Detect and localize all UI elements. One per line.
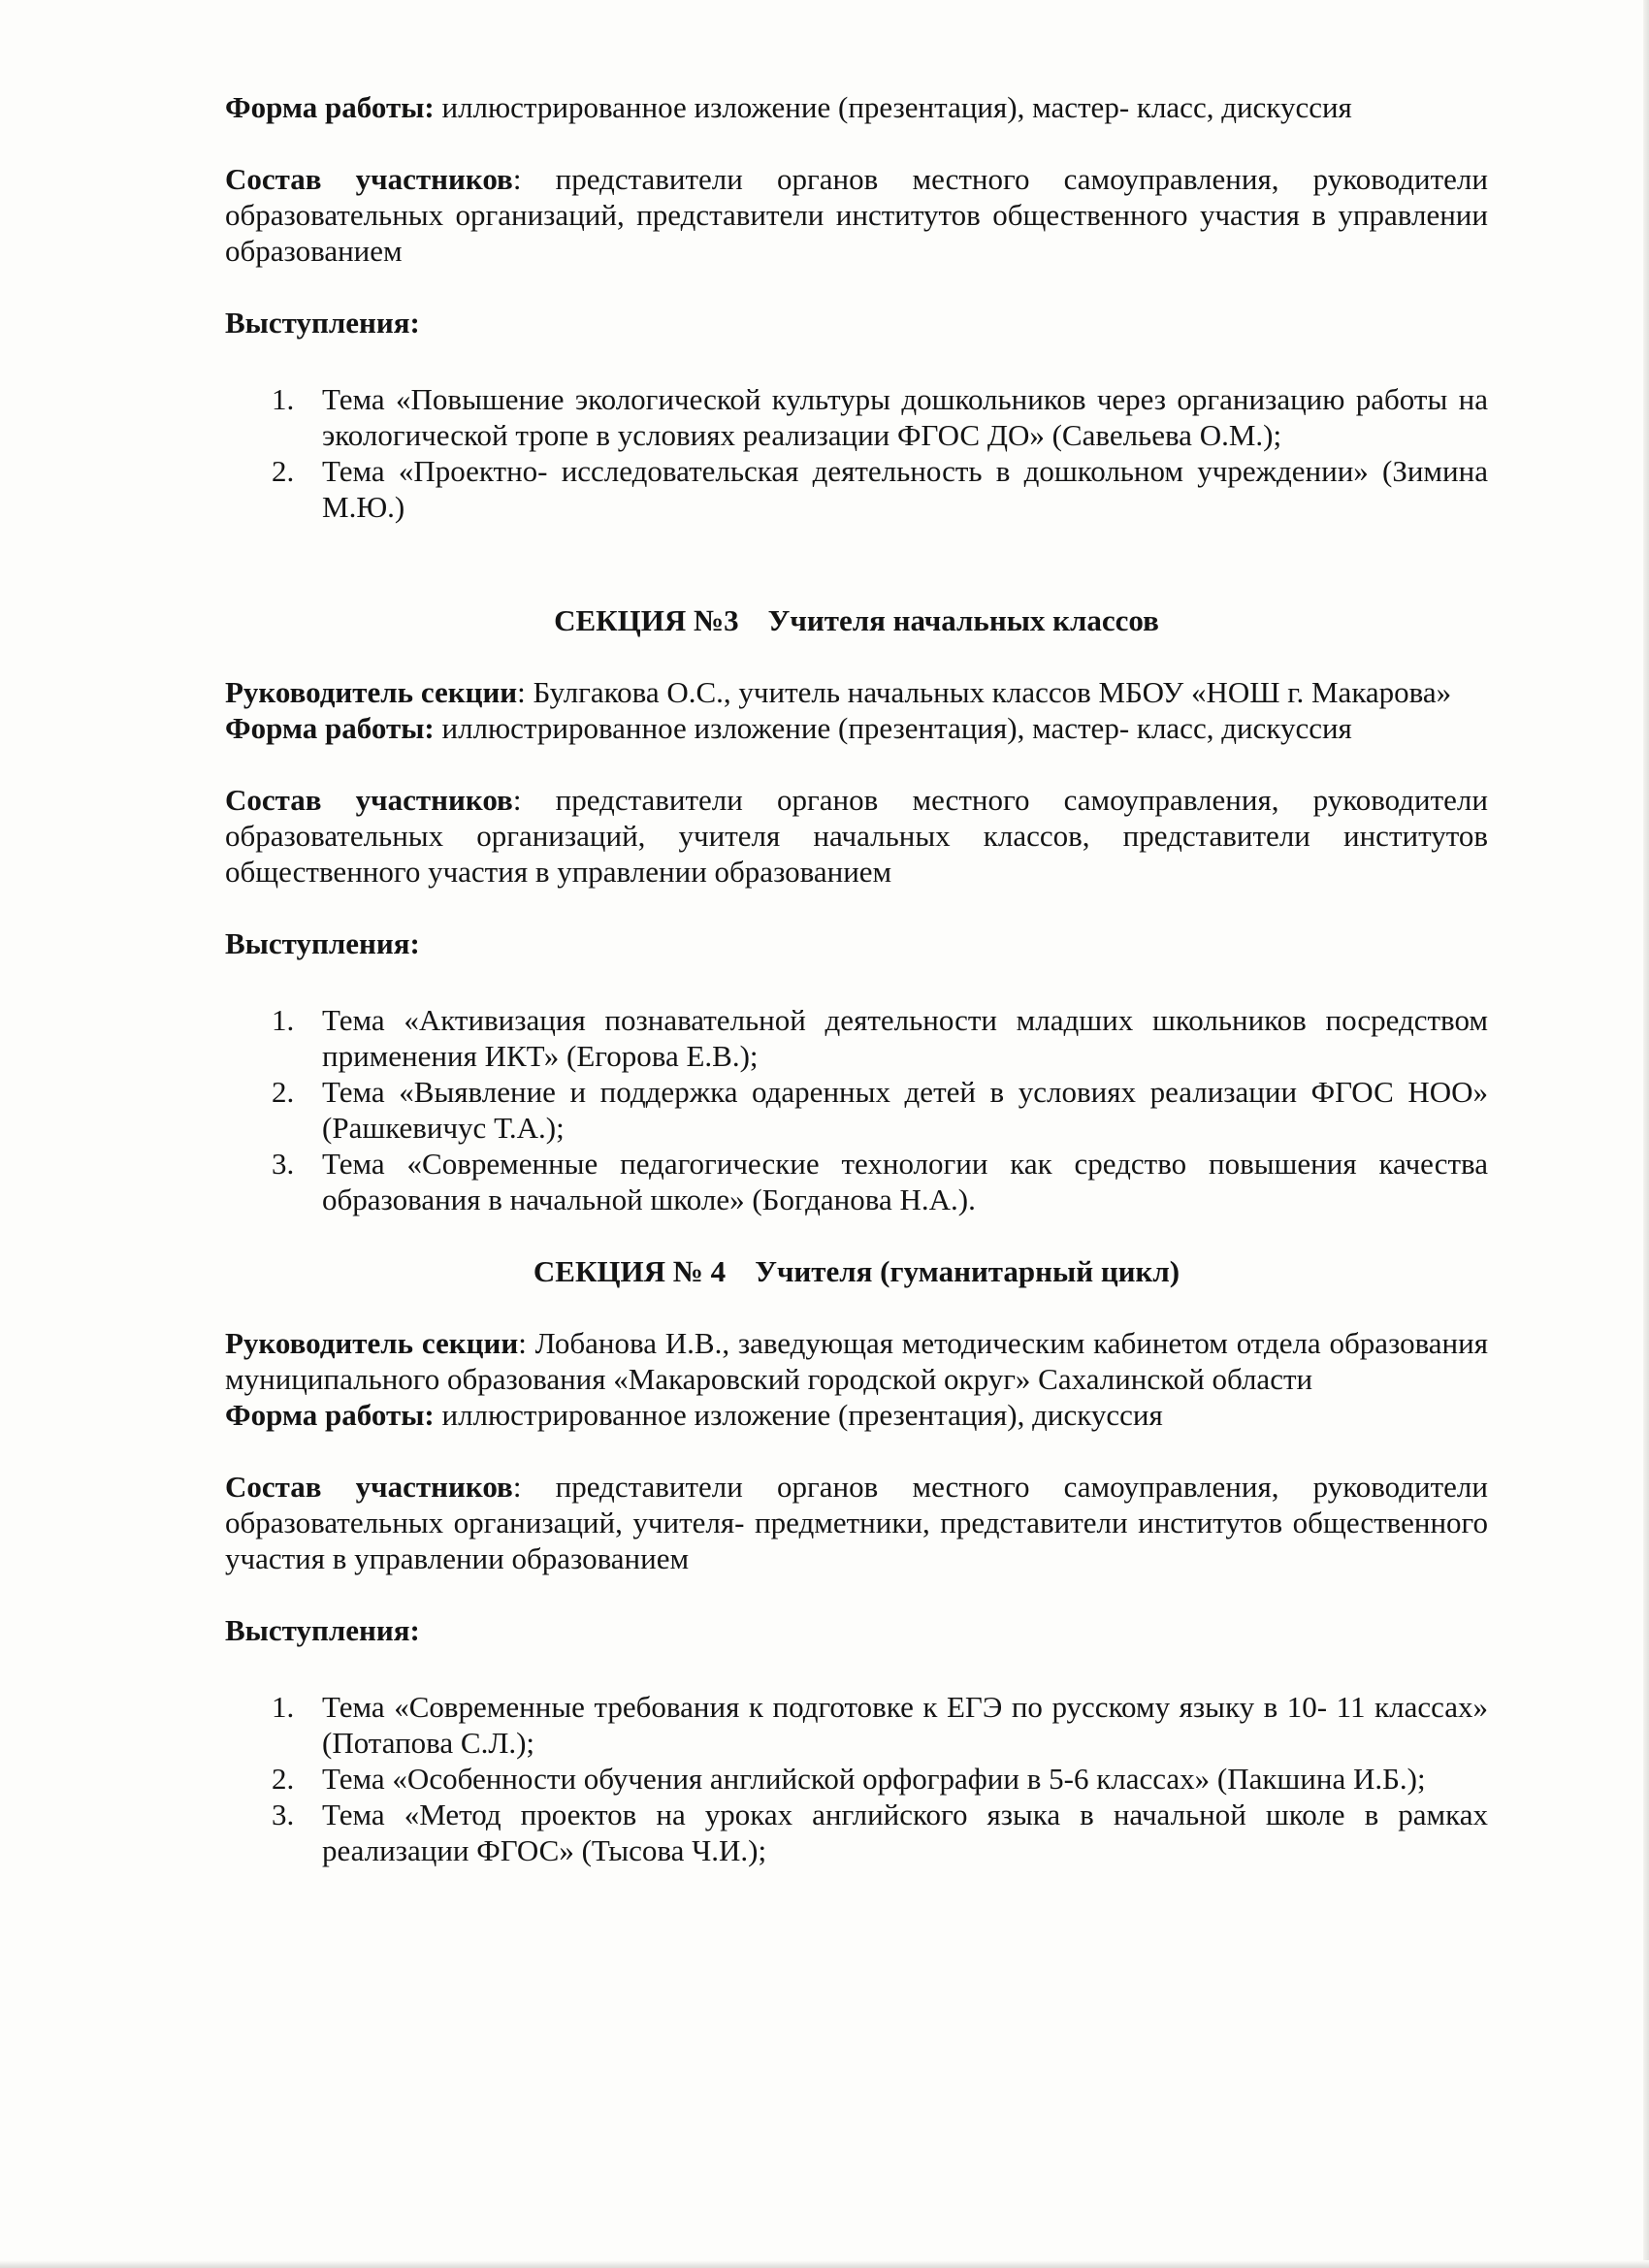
section4-members-paragraph	[225, 1469, 1488, 1576]
section3-members-paragraph	[225, 782, 1488, 890]
section4-number: СЕКЦИЯ № 4	[533, 1254, 727, 1288]
section4-head-label: Руководитель секции	[225, 1326, 519, 1360]
section3-members-text: : представители органов местного самоуправления, руководители образовательных организаций, учителя начальных классов, представители институтов общественного участия в управлении образованием	[225, 783, 1488, 889]
intro-form-paragraph	[225, 89, 1488, 125]
intro-talks-label: Выступления:	[225, 306, 420, 340]
list-item: 3. Тема «Современные педагогические технологии как средство повышения качества образования в начальной школе» (Богданова Н.А.).	[272, 1147, 1488, 1216]
section3-members-label: Состав участников	[225, 783, 513, 817]
section3-head-label: Руководитель секции	[225, 675, 518, 709]
list-item: 2. Тема «Выявление и поддержка одаренных детей в условиях реализации ФГОС НОО» (Рашкевичус Т.А.);	[272, 1075, 1488, 1145]
section4-head-text: : Лобанова И.В., заведующая методическим кабинетом отдела образования муниципального образования «Макаровский городской округ» Сахалинской области	[225, 1326, 1488, 1396]
section4-form-label: Форма работы:	[225, 1398, 435, 1432]
section3-form-paragraph	[225, 710, 1488, 746]
section3-talks-list	[225, 1002, 1488, 1217]
intro-members-label: Состав участников	[225, 162, 513, 196]
section4-heading	[225, 1253, 1488, 1289]
section4-form-text: иллюстрированное изложение (презентация), дискуссия	[434, 1398, 1163, 1432]
list-item: 2. Тема «Особенности обучения английской орфографии в 5-6 классах» (Пакшина И.Б.);	[272, 1762, 1426, 1796]
intro-talks-list	[225, 381, 1488, 525]
section3-head-paragraph	[225, 674, 1488, 710]
list-item: 1. Тема «Современные требования к подготовке к ЕГЭ по русскому языку в 10- 11 классах» (Потапова С.Л.);	[272, 1690, 1488, 1760]
section3-head-text: : Булгакова О.С., учитель начальных классов МБОУ «НОШ г. Макарова»	[517, 675, 1452, 709]
list-item: 3. Тема «Метод проектов на уроках английского языка в начальной школе в рамках реализации ФГОС» (Тысова Ч.И.);	[272, 1798, 1488, 1867]
document-page	[225, 89, 1488, 1868]
section4-name: Учителя (гуманитарный цикл)	[755, 1254, 1180, 1288]
section3-talks-label: Выступления:	[225, 926, 420, 960]
section4-members-text: : представители органов местного самоуправления, руководители образовательных организаций, учителя- предметники, представители институтов общественного участия в управлении образованием	[225, 1470, 1488, 1575]
section4-head-paragraph	[225, 1325, 1488, 1397]
section3-number: СЕКЦИЯ №3	[554, 603, 739, 637]
intro-form-label: Форма работы:	[225, 90, 435, 124]
section4-members-label: Состав участников	[225, 1470, 513, 1504]
section4-form-paragraph	[225, 1397, 1488, 1433]
section3-form-label: Форма работы:	[225, 711, 435, 745]
list-item: 1. Тема «Активизация познавательной деятельности младших школьников посредством применения ИКТ» (Егорова Е.В.);	[272, 1003, 1488, 1073]
list-item: 2. Тема «Проектно- исследовательская деятельность в дошкольном учреждении» (Зимина М.Ю.)	[272, 454, 1488, 524]
intro-form-text: иллюстрированное изложение (презентация), мастер- класс, дискуссия	[434, 90, 1352, 124]
section3-name: Учителя начальных классов	[767, 603, 1159, 637]
intro-members-paragraph	[225, 161, 1488, 269]
list-item: 1. Тема «Повышение экологической культуры дошкольников через организацию работы на экологической тропе в условиях реализации ФГОС ДО» (Савельева О.М.);	[272, 382, 1488, 452]
section4-talks-list	[225, 1689, 1488, 1868]
section3-form-text: иллюстрированное изложение (презентация), мастер- класс, дискуссия	[434, 711, 1352, 745]
section4-talks-label: Выступления:	[225, 1613, 420, 1647]
scan-edge-bottom	[0, 2260, 1649, 2268]
intro-members-text: : представители органов местного самоуправления, руководители образовательных организаций, представители институтов общественного участия в управлении образованием	[225, 162, 1488, 268]
section3-heading	[225, 602, 1488, 638]
scan-edge-right	[1643, 0, 1649, 2268]
